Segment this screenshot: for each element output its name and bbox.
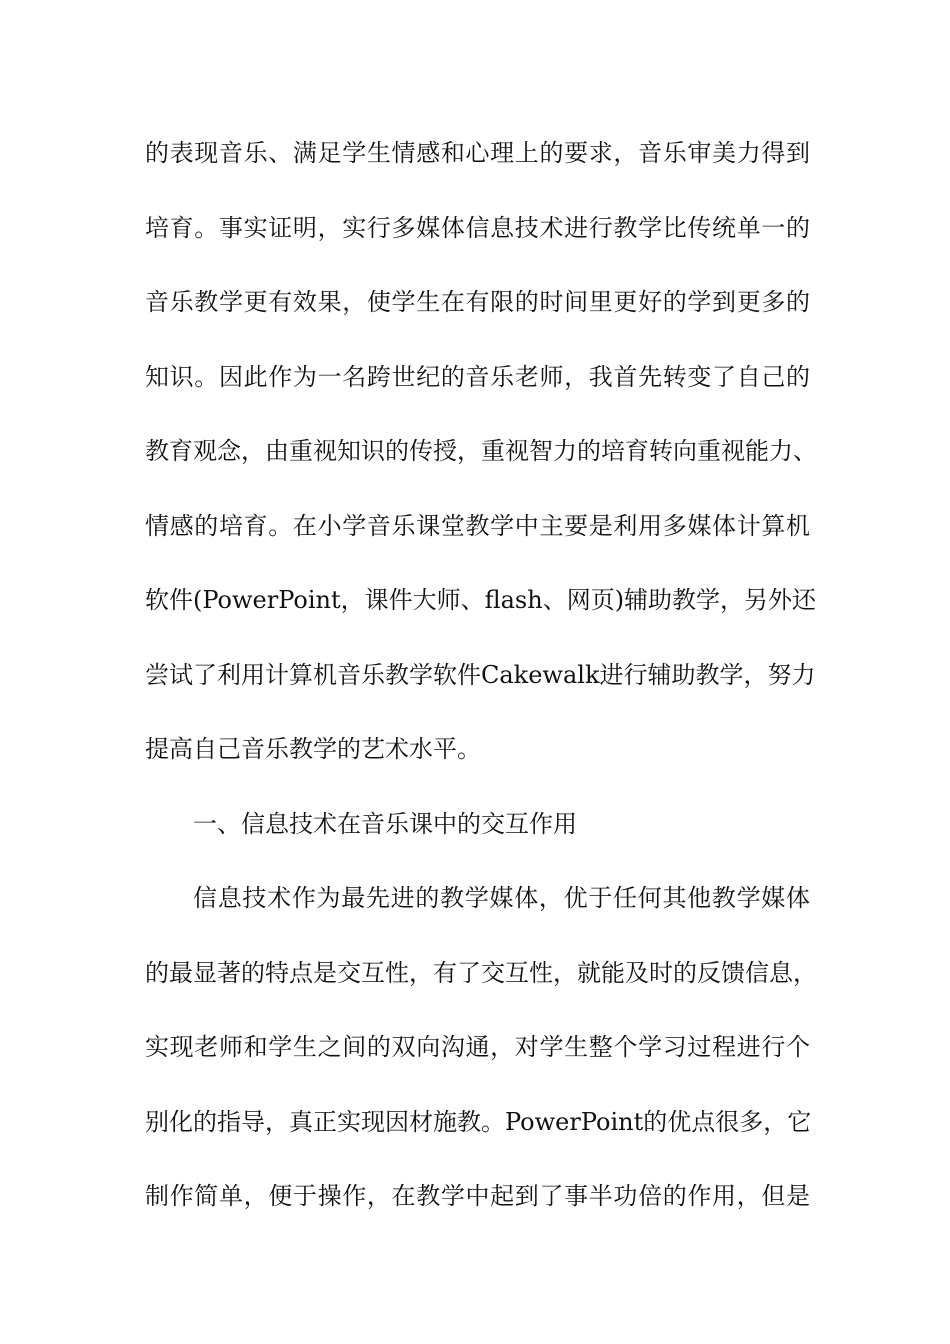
text-line: 音乐教学更有效果，使学生在有限的时间里更好的学到更多的: [145, 288, 810, 316]
text-line: 的表现音乐、满足学生情感和心理上的要求，音乐审美力得到: [145, 139, 810, 167]
text-line: 提高自己音乐教学的艺术水平。: [145, 735, 481, 763]
text-line: 知识。因此作为一名跨世纪的音乐老师，我首先转变了自己的: [145, 362, 810, 391]
text-line: 情感的培育。在小学音乐课堂教学中主要是利用多媒体计算机: [145, 511, 810, 540]
text-line: 的最显著的特点是交互性，有了交互性，就能及时的反馈信息，: [145, 958, 817, 987]
text-line: 教育观念，由重视知识的传授，重视智力的培育转向重视能力、: [145, 437, 817, 465]
text-line: 软件(PowerPoint，课件大师、flash、网页)辅助教学，另外还: [145, 586, 817, 614]
section-heading: 一、信息技术在音乐课中的交互作用: [193, 809, 577, 838]
text-line: 实现老师和学生之间的双向沟通，对学生整个学习过程进行个: [145, 1033, 810, 1061]
text-line: 别化的指导，真正实现因材施教。PowerPoint的优点很多，它: [145, 1107, 812, 1136]
text-line: 培育。事实证明，实行多媒体信息技术进行教学比传统单一的: [145, 213, 810, 242]
body-text: [145, 128, 817, 1246]
text-line: 信息技术作为最先进的教学媒体，优于任何其他教学媒体: [193, 884, 810, 912]
text-line: 尝试了利用计算机音乐教学软件Cakewalk进行辅助教学，努力: [145, 660, 816, 689]
text-line: 制作简单，便于操作，在教学中起到了事半功倍的作用，但是: [145, 1182, 810, 1210]
